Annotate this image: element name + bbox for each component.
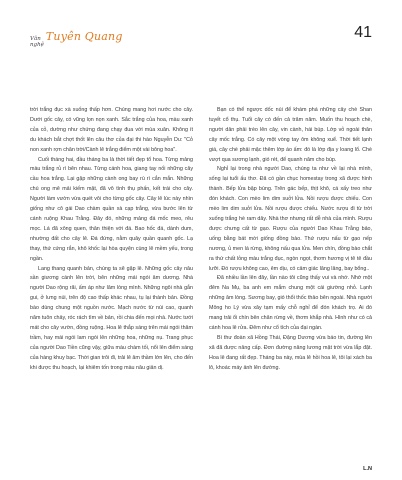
paragraph: Đã nhiều lần lên đây, lần nào tôi cũng thấy vui và nhớ. Nhớ một đêm Na Mụ, ba anh em mắm chung một cái giường nhỏ. Lạnh những âm lòng. Sương bay, gió thổi thốc thảo bên ngoài. Nhà người Mông ho Lý vừa xây tạm mấy chỗ nghỉ để đón khách trọ. Ai đó mang trải ổi chín bên chăn rừng về, thơm khắp nhà. Hình như có cả cánh hoa lê rửa. Đêm như cổ tích của đại ngàn. (209, 275, 372, 331)
paragraph: Bì thư đoàn xã Hồng Thái, Đặng Dương vừa báo tin, đường lên xã đã được nâng cấp. Đơn đường nâng lương mặt trời vừa lắp đặt. Hoa lê đang rất đẹp. Tháng ba này, mùa lê hồi hoa lê, tôi lại xách ba lô, khoác máy ảnh lên đường. (209, 334, 372, 371)
logo-small-text (30, 36, 44, 48)
paragraph: trời trắng đục xà xuống thấp hơn. Chúng mang hơi nước cho cây. Dưới gốc cây, có vũng lọn nọn xanh. Sắc trắng của hoa, màu xanh của cỏ, dường như chứng đang chạy đua với mùa xuân. Không ít du khách bắt chợt thốt lên câu thơ của đại thi hào Nguyễn Du: "Cỏ non xanh rợn chân trời/Cành lê trắng điểm một vài bông hoa". (30, 107, 193, 153)
logo-small-line-2: nghệ (30, 42, 44, 48)
author-signature: L.N (363, 466, 372, 472)
page-header (30, 24, 372, 52)
logo-title: Tuyên Quang (45, 30, 123, 43)
right-column (209, 106, 372, 436)
logo-small-line-1: Văn (30, 36, 41, 42)
page-number: 41 (354, 24, 372, 41)
paragraph: Nghỉ lại trong nhà người Dao, chúng ta như về lại nhà mình, sống lại tuổi ấu thơ. Đã có gần chục homestay trong xã được hình thành. Bếp lửa bập bùng. Trên gác bếp, thịt khô, cá xấy treo như đón khách. Con mèo lim dim suởi lửa. Nồi rượu được chiếu. Con mèo lim dim suởi lửa. Nồi rượu được chiếu. Nước rượu đi từ trời xuống trắng hè ram dây. Nhà thơ nhưng rất dễ nhà của mình. Rượu được chưng cất từ gạo. Rượu của người Dao Khau Trằng bảo, uống bằng bát mời giống đồng bào. Thứ rượu nấu từ gạo nếp nương, ủ men lá rừng, không nấu qua lửa. Men chín, đồng bào chắt ra thứ chất lỏng màu trắng đục, ngòn ngọt, thơm hương vị tê tê đầu lưỡi. Đó rượu không cao, êm dịu, có cảm giác lâng lâng, bay bổng.. (209, 166, 372, 272)
article-body (30, 106, 372, 436)
paragraph: Cuối tháng hai, đầu tháng ba là thời tiết đẹp tổ hoa. Từng mảng màu trắng rủ rì bên nhau. Từng cánh hoa, giang tay nối những cây cầu hoa trắng. Lại gặp những cành ong bay rù rì cắn mắn. Những chú ong mê mải kiếm mật, đã vô tình thụ phấn, kết trái cho cây. Người làm vườn vừa quét vôi cho từng gốc cây. Cây lê lúc này nhìn giống như cô gái Dao chàm quần xà cạp trắng, vừa bước lên từ cánh ruộng Khau Trằng. Đây đó, những mảng đá mốc meo, rêu mọc. Lá đã xông quen, thân thiện với đá. Bao hốc đá, dành dum, nhường đất cho cây lê. Đá đứng, nằm quây quần quanh gốc. Lạ thay, thứ cứng rắn, khô khốc lại hòa quyện cùng lê mềm yếu, trong ngần. (30, 156, 193, 262)
left-column (30, 106, 193, 436)
magazine-logo (30, 30, 123, 48)
paragraph: Bạn có thể ngược dốc núi để khám phá những cây chè Shan tuyết cổ thụ. Tuổi cây có đến cả trăm năm. Muốn thu hoạch chè, người dân phải trèo lên cây, vin cành, hái búp. Lớp vỏ ngoài thân cây mốc trắng. Có cây một vòng tay ôm không xuể. Thời tiết lạnh giá, cây chè phải mặc thêm lớp áo ấm: đó là lớp địa y loang lổ. Chè vượt qua sương lạnh, gió rét, để quanh năm cho búp. (209, 107, 372, 163)
paragraph: Lang thang quanh bản, chúng ta sẽ gặp lê. Những gốc cây nâu sần giương cánh lên trời, bên những mái ngói âm dương. Nhà người Dao rộng rãi, ấm áp như lâm lòng mình. Những ngôi nhà gắn gui, ở lưng núi, trên độ cao thấp khác nhau, tụ lại thành bản. Đồng bào dùng chung một nguồn nước. Mạch nước từ núi cao, quanh năm tuôn chảy, róc rách tìm về bản, rồi chia đến mọi nhà. Nước tưới mát cho cây vườn, đồng ruộng. Hoa lê thắp sáng trên mái ngói thâm trầm, hay mái ngói lam ngói lên những hoa, những nụ. Trang phục của người Dao Tiền cũng vậy, giữa màu chàm tối, nổi lên điểm sáng của hàng khuy bạc. Thời gian trôi đi, trải lê âm thầm lớn lên, cho đến khi được thu hoạch, lại khiêm tốn trong màu nâu giản dị. (30, 265, 193, 371)
